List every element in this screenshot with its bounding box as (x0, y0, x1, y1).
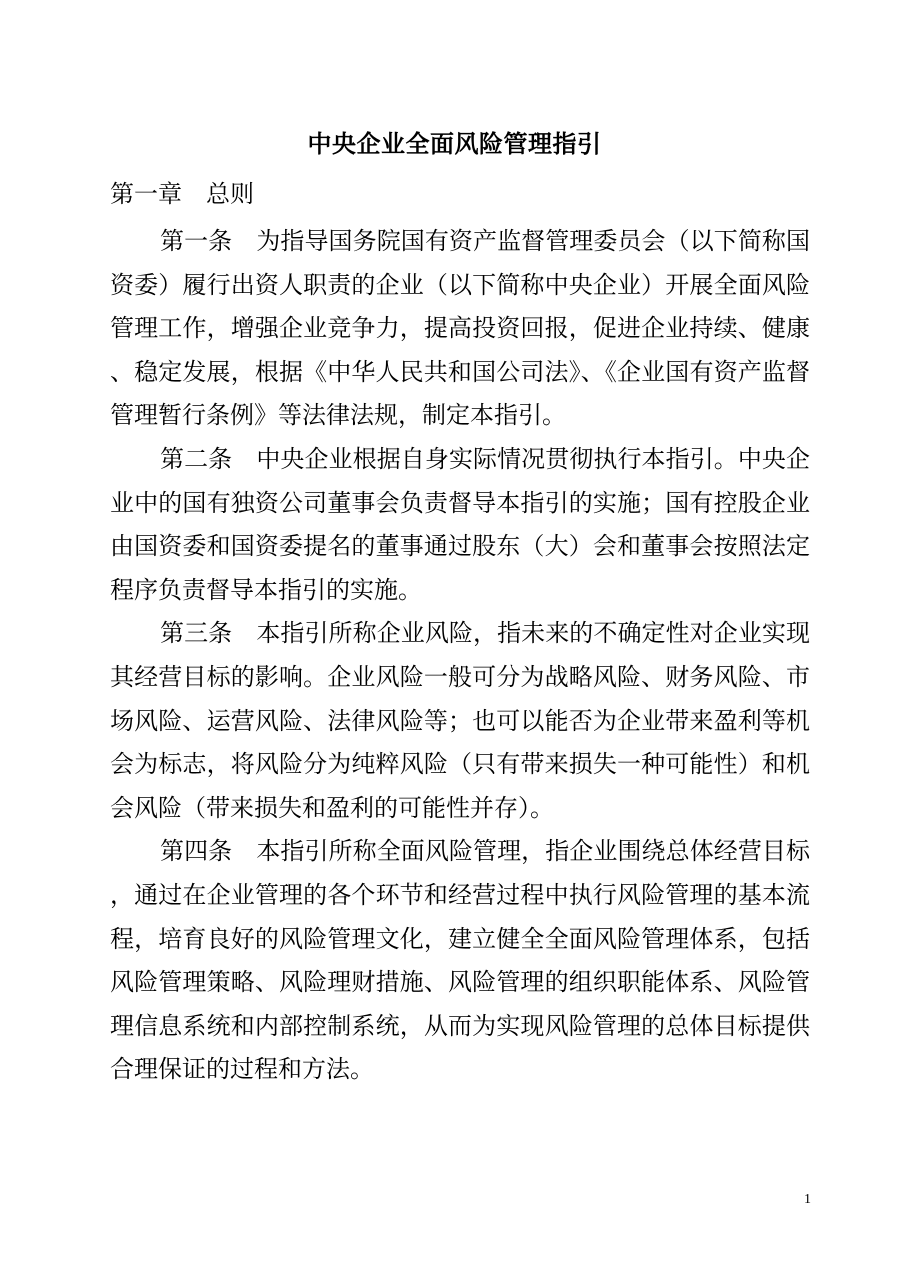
article-paragraph (110, 612, 810, 830)
article-text: 本指引所称全面风险管理，指企业围绕总体经营目标，通过在企业管理的各个环节和经营过程中执行风险管理的基本流程，培育良好的风险管理文化，建立健全全面风险管理体系，包括风险管理策略、风险理财措施、风险管理的组织职能体系、风险管理信息系统和内部控制系统，从而为实现风险管理的总体目标提供合理保证的过程和方法。 (110, 837, 811, 1084)
chapter-heading: 第一章 总则 (110, 180, 254, 208)
article-label: 第二条 (160, 444, 257, 473)
document-body (110, 220, 810, 1092)
article-text: 中央企业根据自身实际情况贯彻执行本指引。中央企业中的国有独资公司董事会负责督导本指引的实施；国有控股企业由国资委和国资委提名的董事通过股东（大）会和董事会按照法定程序负责督导本指引的实施。 (110, 444, 811, 604)
article-text: 为指导国务院国有资产监督管理委员会（以下简称国资委）履行出资人职责的企业（以下简称中央企业）开展全面风险管理工作，增强企业竞争力，提高投资回报，促进企业持续、健康、稳定发展，根据《中华人民共和国公司法》、《企业国有资产监督管理暂行条例》等法律法规，制定本指引。 (110, 227, 811, 430)
article-paragraph (110, 438, 810, 612)
document-title: 中央企业全面风险管理指引 (307, 130, 602, 158)
article-label: 第一条 (160, 227, 257, 255)
article-paragraph (110, 220, 810, 438)
page-number: 1 (804, 1192, 811, 1207)
article-paragraph (110, 830, 810, 1092)
article-text: 本指引所称企业风险，指未来的不确定性对企业实现其经营目标的影响。企业风险一般可分为战略风险、财务风险、市场风险、运营风险、法律风险等；也可以能否为企业带来盈利等机会为标志，将风险分为纯粹风险（只有带来损失一种可能性）和机会风险（带来损失和盈利的可能性并存）。 (110, 619, 811, 822)
article-label: 第三条 (160, 619, 257, 648)
article-label: 第四条 (160, 837, 257, 866)
